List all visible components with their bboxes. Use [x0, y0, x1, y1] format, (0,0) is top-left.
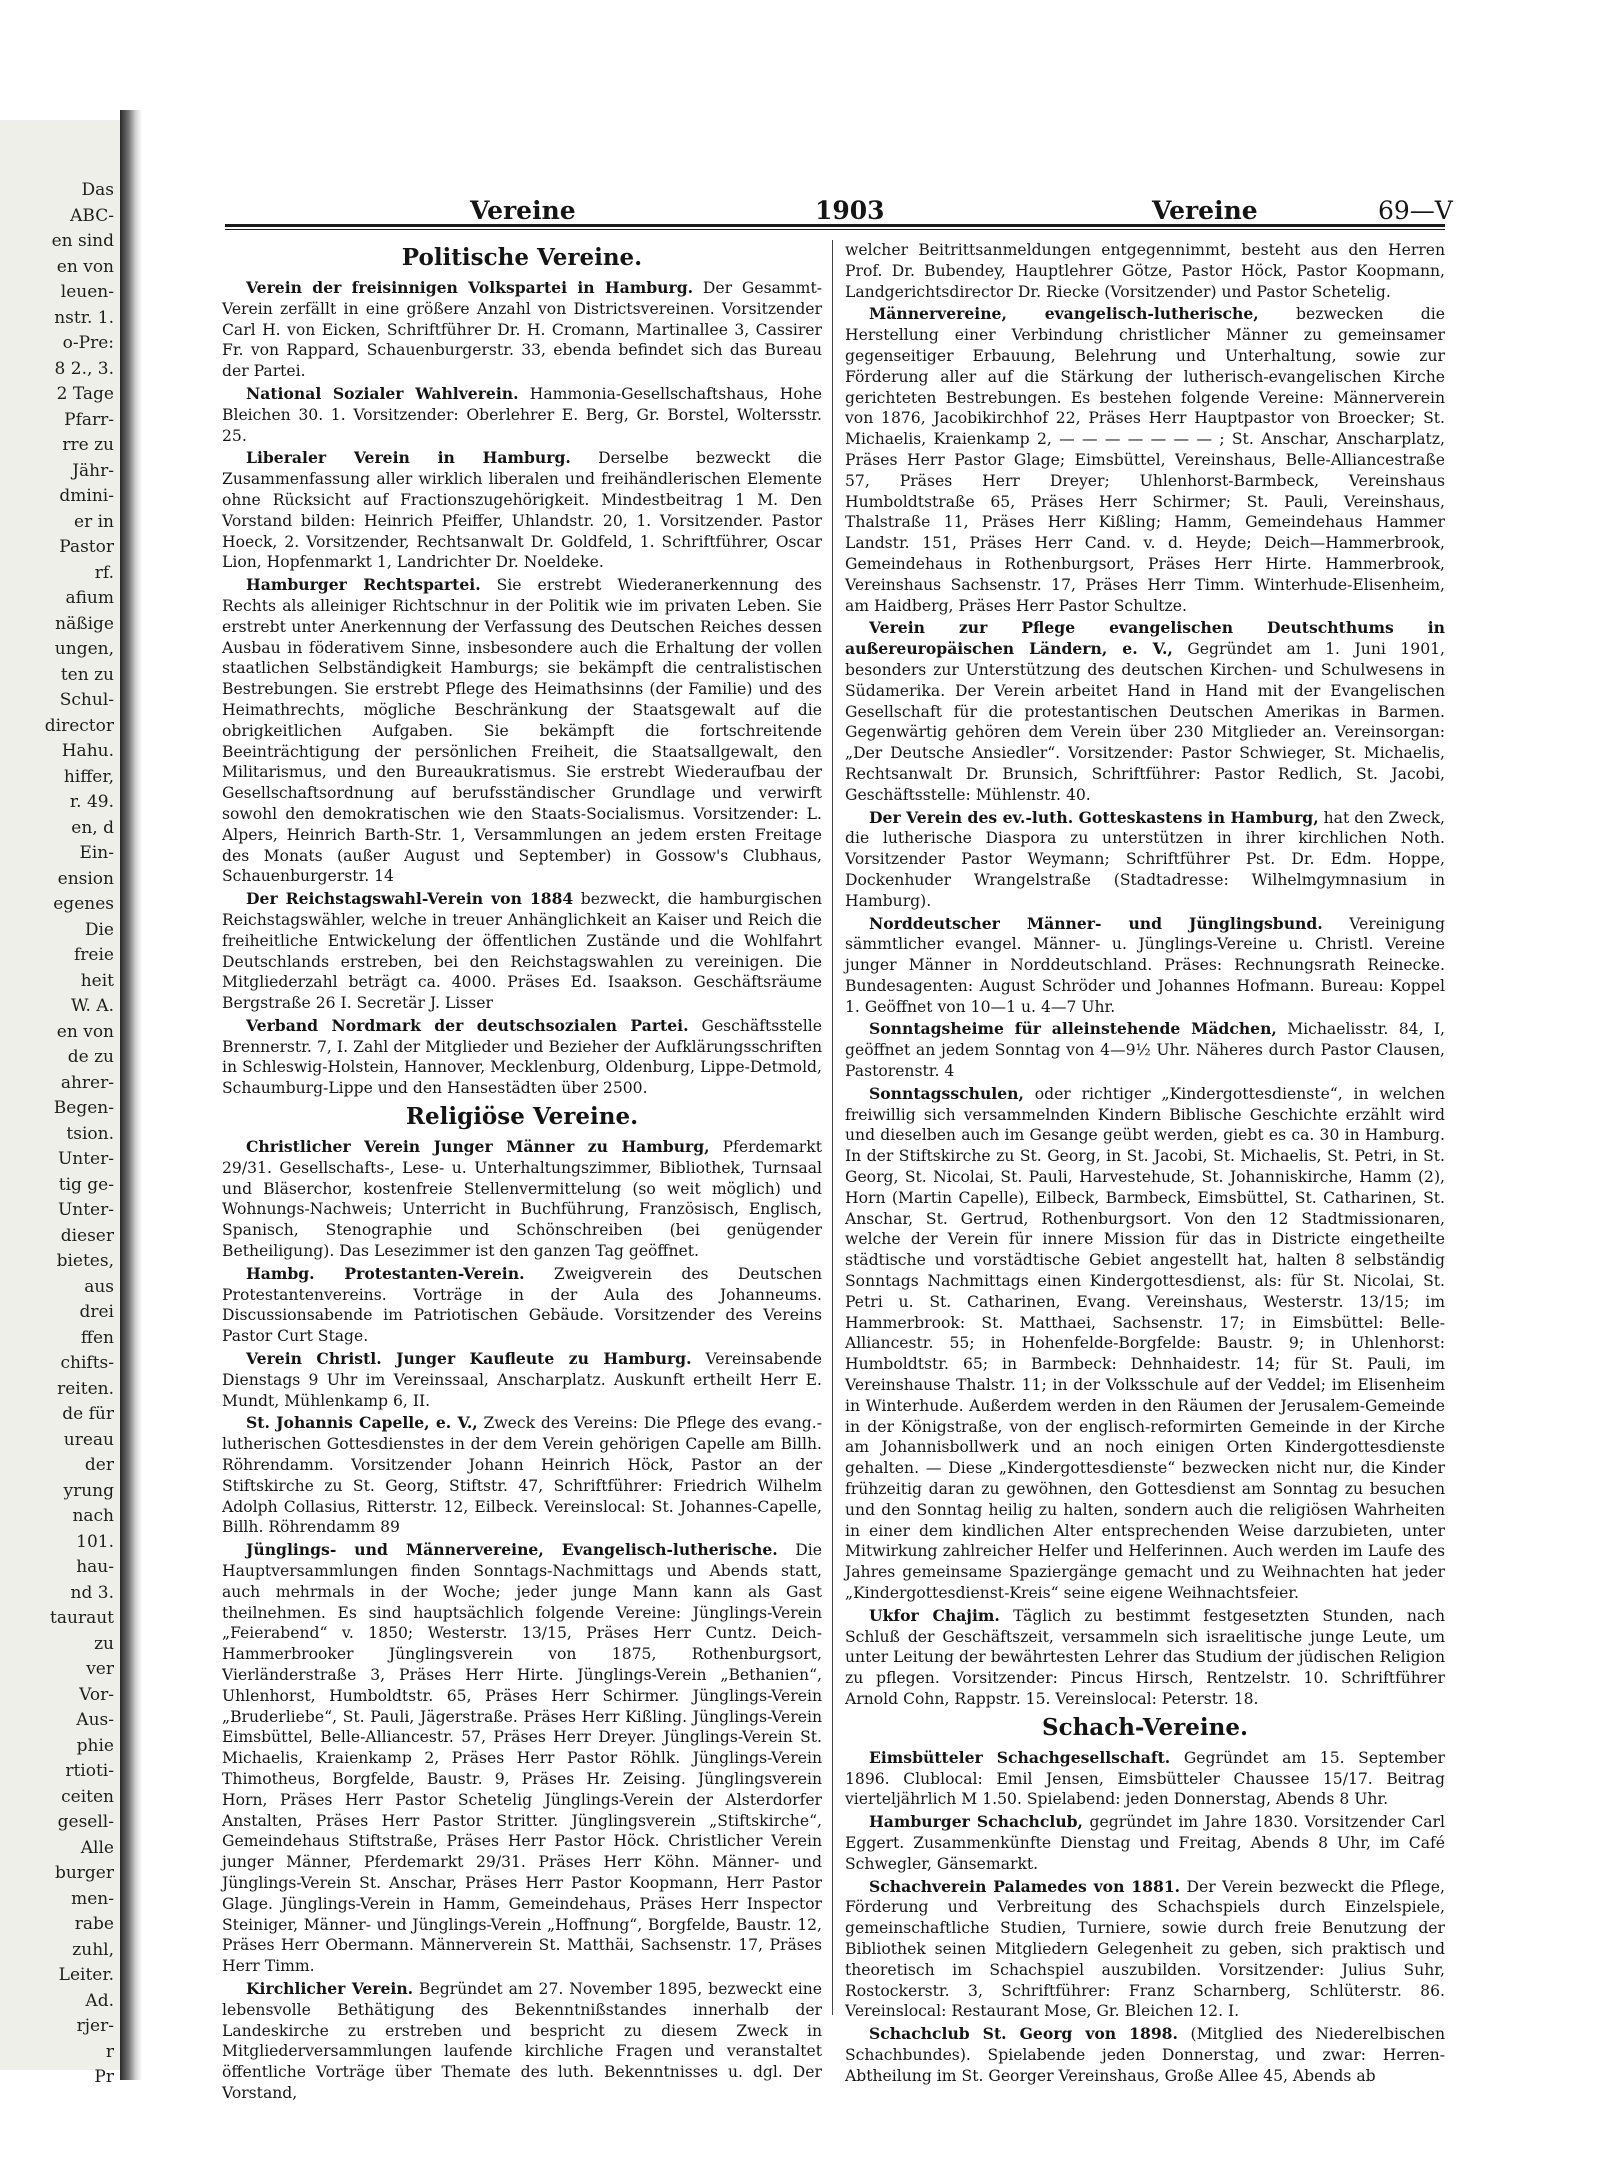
association-description: Zweigverein des Deutschen Protestantenvereins. Vorträge in der Aula des Johanneums. Discussionsabende im Patriotischen Gebäude. Vorsitzender des Vereins Pastor Curt Stage. [222, 1264, 823, 1346]
association-name: Verein der freisinnigen Volkspartei in Hamburg. [246, 278, 694, 297]
prev-page-fragment: freie [74, 945, 114, 965]
prev-page-fragment: nstr. 1. [54, 307, 114, 328]
prev-page-fragment: Hahu. [61, 741, 114, 761]
prev-page-fragment: ureau [63, 1429, 114, 1450]
prev-page-fragment: Leiter. [58, 1965, 114, 1985]
association-name: St. Johannis Capelle, e. V., [246, 1413, 478, 1433]
prev-page-fragment: Die [84, 919, 114, 940]
prev-page-fragment: de zu [67, 1047, 114, 1067]
book-gutter [120, 110, 142, 2080]
prev-page-fragment: ungen, [54, 639, 114, 659]
prev-page-fragment: dieser [60, 1225, 114, 1246]
association-name: Sonntagsheime für alleinstehende Mädchen, [869, 1019, 1277, 1039]
association-entry [222, 384, 822, 446]
prev-page-fragment: aus [84, 1276, 114, 1297]
association-entry [222, 1540, 822, 1977]
prev-page-fragment: hiffer, [63, 766, 114, 787]
association-entry [222, 1979, 822, 2104]
association-description: Der Gesammt-Verein zerfällt in eine größere Anzahl von Districtsvereinen. Vorsitzender Carl H. von Eicken, Schriftführer Dr. H. Cromann, Martinallee 3, Cassirer Fr. von Rappard, Schauenburgerstr. 33, ebenda befindet sich das Bureau der Partei. [222, 279, 822, 381]
prev-page-fragment: Unter- [57, 1149, 114, 1169]
association-entry [222, 278, 822, 382]
header-page-number: 69—V [1378, 196, 1453, 225]
prev-page-fragment: r. 49. [69, 792, 114, 812]
association-description: Täglich zu bestimmt festgesetzten Stunden, nach Schluß der Geschäftszeit, versammeln sich israelitische junge Leute, um unter Leitung der bewährtesten Lehrer das Studium der jüdischen Religion zu pflegen. Vorsitzender: Pincus Hirsch, Rentzelstr. 10. Schriftführer Arnold Cohn, Rappstr. 15. Vereinslocal: Peterstr. 18. [845, 1606, 1445, 1708]
prev-page-fragment: r [105, 2041, 114, 2062]
prev-page-fragment: de für [62, 1404, 114, 1424]
prev-page-fragment: leuen- [60, 282, 114, 302]
prev-page-fragment: Pr [94, 2067, 114, 2087]
prev-page-fragment: ten zu [60, 664, 114, 685]
prev-page-fragment: ver [86, 1659, 114, 1679]
header-right-title: Vereine [1152, 196, 1258, 225]
association-name: Sonntagsschulen, [869, 1083, 1024, 1103]
prev-page-fragment: Schul- [59, 690, 114, 710]
prev-page-fragment: rre zu [62, 435, 114, 455]
association-name: Eimsbütteler Schachgesellschaft. [869, 1747, 1171, 1767]
association-name: Der Reichstagswahl-Verein von 1884 [246, 889, 574, 909]
prev-page-fragment: chifts- [60, 1353, 114, 1373]
prev-page-fragment: nach [72, 1506, 114, 1526]
association-description: Sie erstrebt Wiederanerkennung des Rechts als alleiniger Richtschnur in der Politik wie im privaten Leben. Sie erstrebt unter Anerkennung der Verfassung des Deutschen Reiches dessen Ausbau in föderativem Sinne, insbesondere auch die Erhaltung der vollen staatlichen Selbständigkeit Hamburgs; sie bekämpft die centralistischen Bestrebungen. Sie erstrebt Pflege des Heimathsinns (der Familie) und des Heimathrechts, mögliche Beschränkung der Staatsgewalt auf die obrigkeitlichen Aufgaben. Sie bekämpft die fortschreitende Beeinträchtigung der persönlichen Freiheit, die Staatsallgewalt, den Militarismus, und den Bureaukratismus. Sie erstrebt Wiederaufbau der Gesellschaftsordnung auf berufsständischer Grundlage und verwirft sowohl den demokratischen wie den Staats-Socialismus. Vorsitzender: L. Alpers, Heinrich Barth-Str. 1, Versammlungen an jedem ersten Freitage des Monats (außer August und September) in Gossow's Clubhaus, Schauenburgerstr. 14 [222, 576, 822, 886]
prev-page-fragment: afium [65, 588, 114, 608]
column-divider [832, 240, 833, 2015]
prev-page-fragment: W. A. [71, 996, 114, 1016]
prev-page-fragment: en sind [51, 231, 114, 251]
right-column [845, 240, 1445, 2089]
prev-page-fragment: zuhl, [72, 1939, 114, 1960]
association-entry [222, 1016, 822, 1099]
prev-page-fragment: tig ge- [58, 1174, 114, 1195]
association-entry [845, 1877, 1445, 2023]
prev-page-fragment: rf. [94, 562, 114, 583]
association-name: Hamburger Rechtspartei. [246, 575, 481, 595]
prev-page-fragment: ffen [80, 1327, 114, 1348]
prev-page-fragment: burger [54, 1863, 114, 1883]
prev-page-fragment: 101. [76, 1531, 114, 1552]
association-entry [845, 1019, 1445, 1081]
prev-page-fragment: nd 3. [70, 1582, 114, 1603]
association-name: Verein zur Pflege evangelischen Deutschthums in außereuropäischen Ländern, e. V., [845, 618, 1445, 659]
association-entry [222, 448, 822, 573]
association-name: Liberaler Verein in Hamburg. [246, 448, 571, 468]
prev-page-fragment: en, d [71, 817, 114, 838]
left-column [222, 240, 822, 2106]
prev-page-fragment: heit [80, 970, 114, 991]
prev-page-fragment: gesell- [57, 1812, 114, 1832]
prev-page-fragment: rtioti- [65, 1761, 114, 1781]
association-name: Kirchlicher Verein. [246, 1978, 414, 1998]
prev-page-fragment: en von [56, 1021, 114, 1042]
association-description: gegründet im Jahre 1830. Vorsitzender Carl Eggert. Zusammenkünfte Dienstag und Freitag, Abends 8 Uhr, im Café Schwegler, Gänsemarkt. [845, 1813, 1445, 1873]
association-name: Ukfor Chajim. [869, 1605, 1000, 1625]
prev-page-fragment: director [44, 715, 114, 736]
prev-page-fragment: hau- [76, 1557, 114, 1577]
association-description: Michaelisstr. 84, I, geöffnet an jedem Sonntag von 4—9½ Uhr. Näheres durch Pastor Clausen, Pastorenstr. 4 [845, 1020, 1445, 1081]
association-description: bezwecken die Herstellung einer Verbindung christlicher Männer zu gemeinsamer gegenseitiger Erbauung, Belehrung und Unterhaltung, sowie zur Förderung aller auf die Stärkung der lutherisch-evangelischen Kirche gerichteten Bestrebungen. Es bestehen folgende Vereine: Männerverein von 1876, Jacobikirchhof 22, Präses Herr Hauptpastor von Broecker; St. Michaelis, Kraienkamp 2, — — — — — — — ; St. Anschar, Anscharplatz, Präses Herr Pastor Glage; Eimsbüttel, Vereinshaus, Belle-Alliancestraße 57, Präses Herr Dreyer; Uhlenhorst-Barmbeck, Vereinshaus Humboldtstraße 65, Präses Herr Schirmer; St. Pauli, Vereinshaus, Thalstraße 11, Präses Herr Kißling; Hamm, Gemeindehaus Hammer Landstr. 151, Präses Herr Cand. v. d. Heyde; Deich—Hammerbrook, Gemeindehaus in Rothenburgsort, Präses Herr Hirte. Hammerbrook, Vereinshaus Sachsenstr. 17, Präses Herr Timm. Winterhude-Elisenheim, am Haidberg, Präses Herr Pastor Schultze. [845, 305, 1445, 615]
prev-page-fragment: reiten. [57, 1378, 114, 1399]
association-name: Schachclub St. Georg von 1898. [869, 2024, 1178, 2044]
association-entry [845, 2024, 1445, 2086]
prev-page-fragment: Vor- [79, 1684, 114, 1705]
prev-page-fragment: Begen- [53, 1098, 114, 1118]
prev-page-fragment: 2 Tage [56, 384, 114, 404]
prev-page-fragment: men- [71, 1888, 114, 1909]
association-entry [222, 889, 822, 1014]
header-year: 1903 [815, 196, 885, 225]
prev-page-fragment: Jähr- [72, 460, 114, 481]
association-description: Gegründet am 15. September 1896. Clublocal: Emil Jensen, Eimsbütteler Chaussee 15/17. Beitrag vierteljährlich M 1.50. Spielabend: jeden Donnerstag, Abends 8 Uhr. [845, 1748, 1446, 1809]
association-description: Vereinsabende Dienstags 9 Uhr im Vereinssaal, Anscharplatz. Auskunft ertheilt Herr E. Mundt, Mühlenkamp 6, II. [222, 1350, 822, 1410]
association-description: Gegründet am 1. Juni 1901, besonders zur Unterstützung des deutschen Kirchen- und Schulwesens in Südamerika. Der Verein arbeitet Hand in Hand mit der Evangelischen Gesellschaft für die protestantischen Deutschen Amerikas in Barmen. Gegenwärtig gehören dem Verein über 230 Mitglieder an. Vereinsorgan: „Der Deutsche Ansiedler“. Vorsitzender: Pastor Schwieger, St. Michaelis, Rechtsanwalt Dr. Brunsich, Schriftführer: Pastor Redlich, St. Jacobi, Geschäftsstelle: Mühlenstr. 40. [845, 640, 1445, 804]
previous-page-strip [0, 120, 120, 2087]
header-rule [225, 224, 1445, 227]
section-heading: Religiöse Vereine. [405, 1103, 639, 1131]
association-description: Die Hauptversammlungen finden Sonntags-Nachmittags und Abends statt, auch mehrmals in der Woche; jeder junge Mann kann als Gast theilnehmen. Es sind hauptsächlich folgende Vereine: Jünglings-Verein „Feierabend“ v. 1850; Westerstr. 13/15, Präses Herr Cuntz. Deich-Hammerbrooker Jünglingsverein von 1875, Rothenburgsort, Vierländerstraße 3, Präses Herr Hirte. Jünglings-Verein „Bethanien“, Uhlenhorst, Humboldtstr. 65, Präses Herr Schirmer. Jünglings-Verein „Bruderliebe“, St. Pauli, Jägerstraße. Präses Herr Kißling. Jünglings-Verein Eimsbüttel, Belle-Alliancestr. 57, Präses Herr Dreyer. Jünglings-Verein St. Michaelis, Kraienkamp 2, Präses Herr Pastor Röhlk. Jünglings-Verein Thimotheus, Borgfelde, Baustr. 9, Präses Hr. Zeising. Jünglingsverein Horn, Präses Herr Pastor Schetelig Jünglings-Verein der Alsterdorfer Anstalten, Präses Herr Pastor Stritter. Jünglingsverein „Stiftskirche“, Gemeindehaus Stiftstraße, Präses Herr Pastor Höck. Christlicher Verein junger Männer, Pferdemarkt 29/31. Präses Herr Köhn. Männer- und Jünglings-Verein St. Anschar, Präses Herr Pastor Koopmann, Herr Pastor Glage. Jünglings-Verein in Hamm, Gemeindehaus, Präses Herr Inspector Steiniger, Männer- und Jünglings-Verein „Hoffnung“, Borgfelde, Baustr. 12, Präses Herr Obermann. Männerverein St. Matthäi, Sachsenstr. 17, Präses Herr Timm. [222, 1541, 822, 1976]
association-name: Christlicher Verein Junger Männer zu Hamburg, [246, 1137, 710, 1157]
prev-page-fragment: ABC- [70, 205, 114, 226]
association-name: National Sozialer Wahlverein. [246, 383, 519, 403]
prev-page-fragment: Alle [80, 1837, 114, 1858]
association-description: Vereinigung sämmtlicher evangel. Männer- u. Jünglings-Vereine u. Christl. Vereine junger Männer in Norddeutschland. Präses: Rechnungsrath Reinecke. Bundesagenten: August Schröder und Johannes Hofmann. Bureau: Koppel 1. Geöffnet von 10—1 u. 4—7 Uhr. [845, 914, 1446, 1016]
prev-page-fragment: drei [79, 1302, 114, 1322]
prev-page-fragment: Ad. [85, 1990, 114, 2011]
association-entry [222, 1264, 822, 1347]
association-entry [845, 1748, 1445, 1810]
association-entry [845, 808, 1445, 912]
association-name: Norddeutscher Männer- und Jünglingsbund. [869, 913, 1323, 933]
prev-page-fragment: en von [56, 256, 114, 277]
association-name: Verband Nordmark der deutschsozialen Partei. [246, 1015, 689, 1035]
prev-page-fragment: phie [76, 1735, 114, 1756]
association-description: oder richtiger „Kindergottesdienste“, in welchen freiwillig sich versammelnden Kindern Biblische Geschichte erzählt wird und dieselben auch im Gesange geübt werden, giebt es ca. 30 in Hamburg. In der Stiftskirche zu St. Georg, in St. Jacobi, St. Michaelis, St. Petri, in St. Georg, St. Nicolai, St. Pauli, Harvestehude, St. Johanniskirche, Hamm (2), Horn (Martin Capelle), Eilbeck, Barmbeck, Eimsbüttel, St. Catharinen, St. Anschar, St. Gertrud, Rothenburgsort. Von den 12 Stadtmissionaren, welche der Verein für innere Mission für das in Districte eingetheilte städtische und vorstädtische Gebiet angestellt hat, halten 8 selbständig Sonntags Nachmittags einen Kindergottesdienst, als: für St. Nicolai, St. Petri u. St. Catharinen, Evang. Vereinshaus, Westerstr. 13/15; im Hammerbrook: St. Matthaei, Sachsenstr. 17; in Eimsbüttel: Belle-Alliancestr. 55; in Hohenfelde-Borgfelde: Baustr. 9; in Uhlenhorst: Humboldtstr. 65; in Barmbeck: Dehnhaidestr. 14; für St. Pauli, im Vereinshause Thalstr. 11; in der Volksschule auf der Veddel; im Elisenheim in Winterhude. Außerdem werden in den Räumen der Jerusalem-Gemeinde in der Königstraße, von der englisch-reformirten Gemeinde in der Kirche am Johannisbollwerk und an noch einigen Orten Kindergottesdienste gehalten. — Diese „Kindergottesdienste“ bezwecken nicht nur, die Kinder frühzeitig daran zu gewöhnen, den Gottesdienst am Sonntag zu besuchen und den Sonntag heilig zu halten, sondern auch die religiösen Wahrheiten in einer dem kindlichen Alter entsprechenden Weise darzubieten, unter Mitwirkung zahlreicher Helfer und Helferinnen. Auch werden im Laufe des Jahres gemeinsame Spaziergänge gemacht und zu Weihnachten hat jeder „Kindergottesdienst-Kreis“ seine eigene Weihnachtsfeier. [845, 1084, 1445, 1602]
prev-page-fragment: rjer- [76, 2016, 114, 2036]
association-description: Pferdemarkt 29/31. Gesellschafts-, Lese- u. Unterhaltungszimmer, Bibliothek, Turnsaal und Bläserchor, kostenfreie Stellenvermittelung (so weit möglich) und Wohnungs-Nachweis; Unterricht in Buchführung, Französisch, Englisch, Spanisch, Stenographie und Schönschreiben (bei genügender Betheiligung). Das Lesezimmer ist den ganzen Tag geöffnet. [222, 1138, 822, 1261]
association-description: Derselbe bezweckt die Zusammenfassung aller wirklich liberalen und freihändlerischen Elemente ohne Rücksicht auf Fractionszugehörigkeit. Mindestbeitrag 1 M. Den Vorstand bilden: Heinrich Pfeiffer, Uhlandstr. 20, 1. Vorsitzender. Pastor Hoeck, 2. Vorsitzender, Rechtsanwalt Dr. Goldfeld, 1. Schriftführer, Oscar Lion, Hopfenmarkt 1, Landrichter Dr. Noeldeke. [222, 449, 822, 572]
header-left-title: Vereine [470, 196, 576, 225]
association-description: bezweckt, die hamburgischen Reichstagswähler, welche in treuer Anhänglichkeit an Kaiser und Reich die freiheitliche Entwickelung der öffentlichen Zustände und die Wohlfahrt Deutschlands erstreben, bei den Reichstagswahlen zu vereinigen. Die Mitgliederzahl beträgt ca. 4000. Präses Ed. Isaakson. Geschäftsräume Bergstraße 26 I. Secretär J. Lisser [222, 890, 822, 1013]
prev-page-fragment: Pfarr- [64, 409, 114, 430]
association-name: Hamburger Schachclub, [869, 1812, 1083, 1832]
association-name: Schachverein Palamedes von 1881. [869, 1876, 1181, 1896]
prev-page-fragment: ahrer- [60, 1072, 114, 1093]
prev-page-fragment: yrung [63, 1480, 114, 1501]
prev-page-fragment: Ein- [79, 843, 114, 863]
section-heading: Schach-Vereine. [1041, 1713, 1249, 1741]
section-heading: Politische Vereine. [401, 244, 643, 271]
association-description: hat den Zweck, die lutherische Diaspora zu unterstützen in ihrer kirchlichen Noth. Vorsitzender Pastor Weymann; Schriftführer Pst. Dr. Edm. Hoppe, Dockenhuder Wrangelstraße (Stadtadresse: Wilhelmgymnasium in Hamburg). [845, 808, 1446, 910]
prev-page-fragment: er in [74, 511, 114, 532]
prev-page-fragment: ension [57, 868, 114, 889]
prev-page-fragment: Aus- [76, 1710, 114, 1730]
prev-page-fragment: Das [81, 180, 114, 200]
association-description: Hammonia-Gesellschaftshaus, Hohe Bleichen 30. 1. Vorsitzender: Oberlehrer E. Berg, Gr. Borstel, Woltersstr. 25. [222, 384, 822, 445]
association-name: Hambg. Protestanten-Verein. [246, 1263, 525, 1283]
prev-page-fragment: ceiten [61, 1786, 114, 1807]
association-description: Zweck des Vereins: Die Pflege des evang.-lutherischen Gottesdienstes in der dem Verein gehörigen Capelle am Billh. Röhrendamm. Vorsitzender Johann Heinrich Höck, Pastor an der Stiftskirche zu St. Georg, Stiftstr. 47, Schriftführer: Friedrich Wilhelm Adolph Collasius, Ritterstr. 12, Eilbeck. Vereinslocal: St. Johannes-Capelle, Billh. Röhrendamm 89 [222, 1414, 822, 1537]
association-description: Geschäftsstelle Brennerstr. 7, I. Zahl der Mitglieder und Bezieher der Aufklärungsschriften in Schleswig-Holstein, Hannover, Mecklenburg, Oldenburg, Lippe-Detmold, Schaumburg-Lippe und den Hansestädten über 2500. [222, 1016, 822, 1098]
association-entry [845, 1812, 1445, 1874]
prev-page-fragment: tauraut [50, 1608, 114, 1628]
prev-page-fragment: 8 2., 3. [54, 358, 114, 379]
association-entry [845, 914, 1445, 1018]
prev-page-fragment: rabe [74, 1914, 114, 1934]
prev-page-fragment: Pastor [59, 537, 114, 557]
prev-page-fragment: zu [94, 1633, 114, 1654]
prev-page-fragment: o-Pre: [62, 333, 114, 353]
association-entry [845, 1084, 1445, 1604]
association-description: Der Verein bezweckt die Pflege, Förderung und Verbreitung des Schachspiels durch Einzelspiele, gemeinschaftliche Studien, Turniere, sowie durch freie Benutzung der Bibliothek seinen Mitgliedern Gelegenheit zu geben, sich praktisch und theoretisch im Schachspiel auszubilden. Vorsitzender: Julius Suhr, Rostockerstr. 3, Schriftführer: Franz Scharnberg, Schlüterstr. 86. Vereinslocal: Restaurant Mose, Gr. Bleichen 12. I. [845, 1877, 1445, 2021]
association-name: Männervereine, evangelisch-lutherische, [869, 304, 1259, 324]
prev-page-fragment: tsion. [66, 1123, 114, 1144]
association-entry [222, 1349, 822, 1411]
header-rule-thin [225, 229, 1445, 230]
prev-page-fragment: Unter- [57, 1200, 114, 1220]
prev-page-fragment: näßige [55, 613, 114, 634]
association-name: Verein Christl. Junger Kaufleute zu Hamburg. [246, 1349, 692, 1369]
association-description: (Mitglied des Niederelbischen Schachbundes). Spielabende jeden Donnerstag, und zwar: Herren-Abtheilung im St. Georger Vereinshaus, Große Allee 45, Abends ab [845, 2025, 1445, 2085]
association-entry [222, 575, 822, 887]
prev-page-fragment: bietes, [56, 1251, 114, 1271]
association-entry [845, 304, 1445, 616]
prev-page-fragment: egenes [53, 894, 114, 914]
association-entry [845, 1606, 1445, 1710]
association-description: Begründet am 27. November 1895, bezweckt eine lebensvolle Bethätigung des Bekenntnißstandes innerhalb der Landeskirche zu erstreben und bespricht zu diesem Zweck in Mitgliederversammlungen laufende kirchliche Fragen und veranstaltet öffentliche Vorträge über Themate des luth. Bekenntnisses u. dgl. Der Vorstand, [222, 1979, 823, 2102]
association-entry [222, 1413, 822, 1538]
association-entry [845, 618, 1445, 805]
association-name: Jünglings- und Männervereine, Evangelisch-lutherische. [246, 1540, 778, 1560]
entry-continuation: welcher Beitrittsanmeldungen entgegennimmt, besteht aus den Herren Prof. Dr. Bubendey, Hauptlehrer Götze, Pastor Höck, Pastor Koopmann, Landgerichtsdirector Dr. Riecke (Vorsitzender) und Pastor Schetelig. [845, 241, 1445, 301]
prev-page-fragment: der [84, 1455, 114, 1475]
prev-page-fragment: dmini- [59, 486, 114, 506]
association-name: Der Verein des ev.-luth. Gotteskastens in Hamburg, [869, 807, 1319, 827]
association-entry [222, 1137, 822, 1262]
